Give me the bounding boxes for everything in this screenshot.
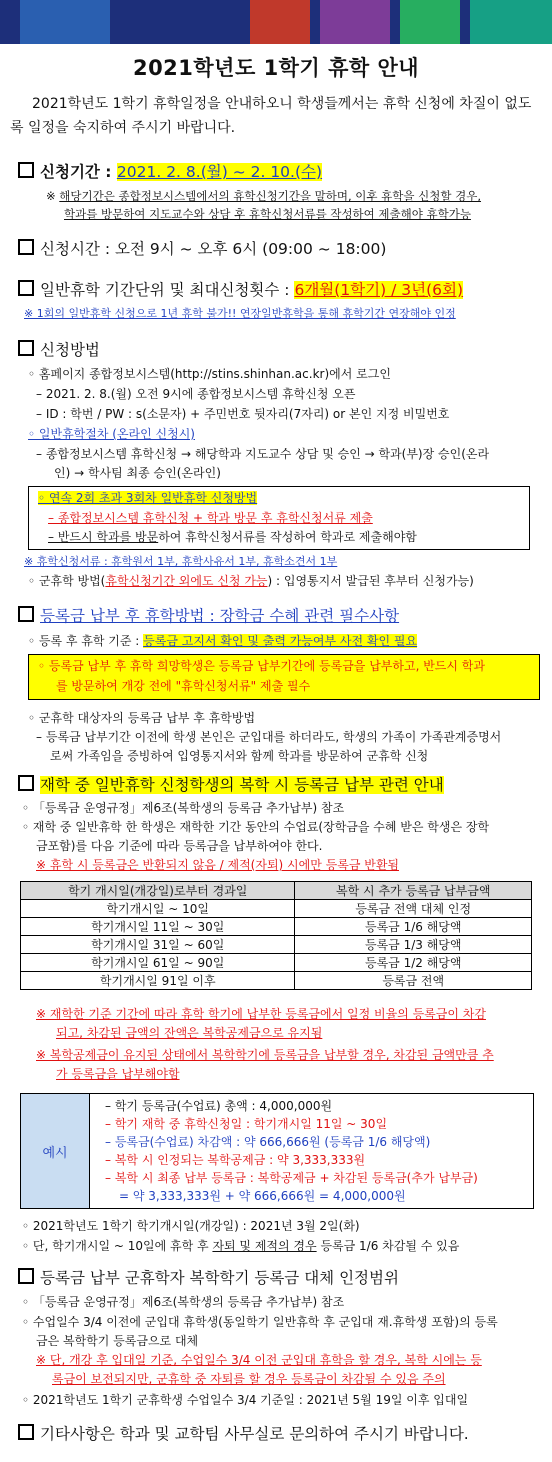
military-leave-method <box>28 573 474 589</box>
third-leave-line-1: – 종합정보시스템 휴학신청 + 학과 방문 후 휴학신청서류 제출 <box>48 511 373 525</box>
example-box <box>20 1093 534 1209</box>
section-leave-unit <box>18 280 463 300</box>
method-line-3: – ID : 학번 / PW : s(소문자) + 주민번호 뒷자리(7자리) or 본인 지정 비밀번호 <box>36 407 450 421</box>
withdrawal-text-underline: 자퇴 및 제적의 경우 <box>212 1239 317 1253</box>
military-tuition-note-1: ※ 단, 개강 후 입대일 기준, 수업일수 3/4 이전 군입대 휴학을 할 경우, 복학 시에는 등 <box>36 1353 482 1367</box>
third-leave-title <box>38 490 257 506</box>
table-row <box>21 918 532 936</box>
military-tuition-line-1: ◦ 「등록금 운영규정」제6조(복학생의 등록금 추가납부) 참조 <box>22 1295 345 1309</box>
checkbox-icon <box>18 1424 34 1440</box>
third-leave-line-2a: – 반드시 학과를 방문 <box>48 530 159 544</box>
semester-start-date: ◦ 2021학년도 1학기 학기개시일(개강일) : 2021년 3월 2일(화) <box>22 1219 360 1233</box>
banner-stripe <box>250 0 310 44</box>
military-tuition-line-3: 금은 복학학기 등록금으로 대체 <box>36 1334 199 1348</box>
note-line: 해당기간은 종합정보시스템에서의 휴학신청기간을 말하며, 이후 휴학을 신청할 경우, <box>59 189 482 203</box>
military-text-tail: ) : 입영통지서 발급된 후부터 신청가능) <box>267 574 474 588</box>
return-line-4: ※ 휴학 시 등록금은 반환되지 않음 / 제적(자퇴) 시에만 등록금 반환됨 <box>36 858 399 872</box>
section-label: 신청기간 : <box>40 163 117 181</box>
section-label: 재학 중 일반휴학 신청학생의 복학 시 등록금 납부 관련 안내 <box>40 776 444 794</box>
banner-stripe <box>20 0 110 44</box>
intro-text: 2021학년도 1학기 휴학일정을 안내하오니 학생들께서는 휴학 신청에 차질이 없도록 일정을 숙지하여 주시기 바랍니다. <box>10 96 532 136</box>
table-row <box>21 972 532 990</box>
table-header: 학기 개시일(개강일)로부터 경과일 <box>21 882 295 900</box>
checkbox-icon <box>18 280 34 296</box>
table-cell: 등록금 1/2 해당액 <box>295 954 532 972</box>
section-label: 일반휴학 기간단위 및 최대신청횟수 : <box>40 281 295 299</box>
section-apply-method <box>18 340 100 360</box>
example-label: 예시 <box>21 1094 90 1208</box>
section-apply-time <box>18 239 386 259</box>
leave-unit-value: 6개월(1학기) / 3년(6회) <box>294 281 464 299</box>
section-military-tuition <box>18 1268 399 1288</box>
table-cell: 등록금 전액 대체 인정 <box>295 900 532 918</box>
checkbox-icon <box>18 340 34 356</box>
table-header-row <box>21 882 532 900</box>
table-row <box>21 954 532 972</box>
military-text: ◦ 군휴학 방법( <box>28 574 106 588</box>
deduction-note-2: 되고, 차감된 금액의 잔액은 복학공제금으로 유지됨 <box>56 1026 323 1040</box>
table-cell: 등록금 1/3 해당액 <box>295 936 532 954</box>
banner-stripe <box>320 0 390 44</box>
example-line-3: – 등록금(수업료) 차감액 : 약 666,666원 (등록금 1/6 해당액) <box>105 1135 431 1149</box>
leave-unit-note: ※ 1회의 일반휴학 신청으로 1년 휴학 불가!! 연장일반휴학을 통해 휴학기간 연장해야 인정 <box>24 307 456 320</box>
table-cell: 학기개시일 31일 ~ 60일 <box>21 936 295 954</box>
withdrawal-text-tail: 등록금 1/6 차감될 수 있음 <box>316 1239 460 1253</box>
after-payment-box-line-1: ◦ 등록금 납부 후 휴학 희망학생은 등록금 납부기간에 등록금을 납부하고, 반드시 학과 <box>38 659 485 673</box>
example-line-1: – 학기 등록금(수업료) 총액 : 4,000,000원 <box>105 1099 333 1113</box>
after-payment-box-line-2: 를 방문하여 개강 전에 "휴학신청서류" 제출 필수 <box>56 679 311 693</box>
apply-period-note <box>46 188 481 204</box>
tuition-table <box>20 881 532 990</box>
table-cell: 등록금 전액 <box>295 972 532 990</box>
deduction-note-3: ※ 복학공제금이 유지된 상태에서 복학학기에 등록금을 납부할 경우, 차감된 금액만큼 추 <box>36 1048 494 1062</box>
table-cell: 학기개시일 61일 ~ 90일 <box>21 954 295 972</box>
section-label: 등록금 납부 후 휴학방법 : 장학금 수혜 관련 필수사항 <box>40 607 400 625</box>
table-cell: 등록금 1/6 해당액 <box>295 918 532 936</box>
banner-stripe <box>400 0 460 44</box>
example-line-2: – 학기 재학 중 휴학신청일 : 학기개시일 11일 ~ 30일 <box>105 1117 388 1131</box>
checkbox-icon <box>18 606 34 622</box>
section-label: 신청시간 : 오전 9시 ~ 오후 6시 (09:00 ~ 18:00) <box>40 240 387 258</box>
return-line-2: ◦ 재학 중 일반휴학 한 학생은 재학한 기간 동안의 수업료(장학금을 수혜 받은 학생은 장학 <box>22 820 490 834</box>
criteria-label: ◦ 등록 후 휴학 기준 : <box>28 634 144 648</box>
table-cell: 학기개시일 ~ 10일 <box>21 900 295 918</box>
documents-note: ※ 휴학신청서류 : 휴학원서 1부, 휴학사유서 1부, 휴학소견서 1부 <box>24 555 338 568</box>
after-payment-criteria <box>28 633 417 649</box>
return-line-3: 금포함)를 다음 기준에 따라 등록금을 납부하여야 한다. <box>36 839 323 853</box>
section-label: 기타사항은 학과 및 교학팀 사무실로 문의하여 주시기 바랍니다. <box>40 1425 469 1443</box>
table-row <box>21 936 532 954</box>
section-label: 등록금 납부 군휴학자 복학학기 등록금 대체 인정범위 <box>40 1269 399 1287</box>
third-leave-line-2b: 하여 휴학신청서류를 작성하여 학과로 제출해야함 <box>158 530 417 544</box>
deduction-note-1: ※ 재학한 기준 기간에 따라 휴학 학기에 납부한 등록금에서 일정 비율의 등록금이 차감 <box>36 1007 486 1021</box>
section-contact <box>18 1424 469 1444</box>
military-tuition-line-2: ◦ 수업일수 3/4 이전에 군입대 휴학생(동일학기 일반휴학 후 군입대 재.휴학생 포함)의 등록 <box>22 1315 498 1329</box>
method-line-6: 인) → 학사팀 최종 승인(온라인) <box>54 466 221 480</box>
section-label: 신청방법 <box>40 341 100 359</box>
after-payment-line-4: 로써 가족임을 증빙하여 입영통지서와 함께 학과를 방문하여 군휴학 신청 <box>50 749 429 763</box>
apply-period-value: 2021. 2. 8.(월) ~ 2. 10.(수) <box>116 163 323 181</box>
header-banner <box>0 0 552 44</box>
criteria-value: 등록금 고지서 확인 및 출력 가능여부 사전 확인 필요 <box>143 634 418 648</box>
section-apply-period <box>18 162 322 182</box>
checkbox-icon <box>18 162 34 178</box>
military-text-red: 휴학신청기간 외에도 신청 가능 <box>105 574 268 588</box>
page-title: 2021학년도 1학기 휴학 안내 <box>132 56 420 80</box>
method-line-5: – 종합정보시스템 휴학신청 → 해당학과 지도교수 상담 및 승인 → 학과(부)장 승인(온라 <box>36 447 490 461</box>
after-payment-line-2: ◦ 군휴학 대상자의 등록금 납부 후 휴학방법 <box>28 711 256 725</box>
table-cell: 학기개시일 11일 ~ 30일 <box>21 918 295 936</box>
table-header: 복학 시 추가 등록금 납부금액 <box>295 882 532 900</box>
checkbox-icon <box>18 1268 34 1284</box>
table-row <box>21 900 532 918</box>
method-line-4: ◦ 일반휴학절차 (온라인 신청시) <box>28 427 195 441</box>
section-return-tuition <box>18 775 444 795</box>
withdrawal-text: ◦ 단, 학기개시일 ~ 10일에 휴학 후 <box>22 1239 213 1253</box>
banner-stripe <box>470 0 552 44</box>
table-cell: 학기개시일 91일 이후 <box>21 972 295 990</box>
military-tuition-note-2: 록금이 보전되지만, 군휴학 중 자퇴를 할 경우 등록금이 차감될 수 있음 주의 <box>52 1372 446 1386</box>
deduction-note-4: 가 등록금을 납부해야함 <box>56 1067 180 1081</box>
checkbox-icon <box>18 775 34 791</box>
third-leave-line-2 <box>48 529 417 545</box>
example-line-6: = 약 3,333,333원 + 약 666,666원 = 4,000,000원 <box>119 1189 406 1203</box>
example-line-4: – 복학 시 인정되는 복학공제금 : 약 3,333,333원 <box>105 1153 366 1167</box>
checkbox-icon <box>18 239 34 255</box>
note-mark: ※ <box>46 189 60 203</box>
after-payment-line-3: – 등록금 납부기간 이전에 학생 본인은 군입대를 하더라도, 학생의 가족이 가족관계증명서 <box>36 730 502 744</box>
section-after-payment <box>18 606 399 626</box>
military-tuition-line-4: ◦ 2021학년도 1학기 군휴학생 수업일수 3/4 기준일 : 2021년 5월 19일 이후 입대일 <box>22 1393 469 1407</box>
third-leave-title-text: ◦ 연속 2회 초과 3회차 일반휴학 신청방법 <box>38 491 258 505</box>
return-line-1: ◦ 「등록금 운영규정」제6조(복학생의 등록금 추가납부) 참조 <box>22 801 345 815</box>
example-line-5: – 복학 시 최종 납부 등록금 : 복학공제금 + 차감된 등록금(추가 납부금) <box>105 1171 478 1185</box>
method-line-1: ◦ 홈페이지 종합정보시스템(http://stins.shinhan.ac.kr)에서 로그인 <box>28 367 391 381</box>
method-line-2: – 2021. 2. 8.(월) 오전 9시에 종합정보시스템 휴학신청 오픈 <box>36 387 356 401</box>
apply-period-note-2: 학과를 방문하여 지도교수와 상담 후 휴학신청서류를 작성하여 제출해야 휴학가능 <box>64 207 471 221</box>
withdrawal-note <box>22 1238 459 1254</box>
